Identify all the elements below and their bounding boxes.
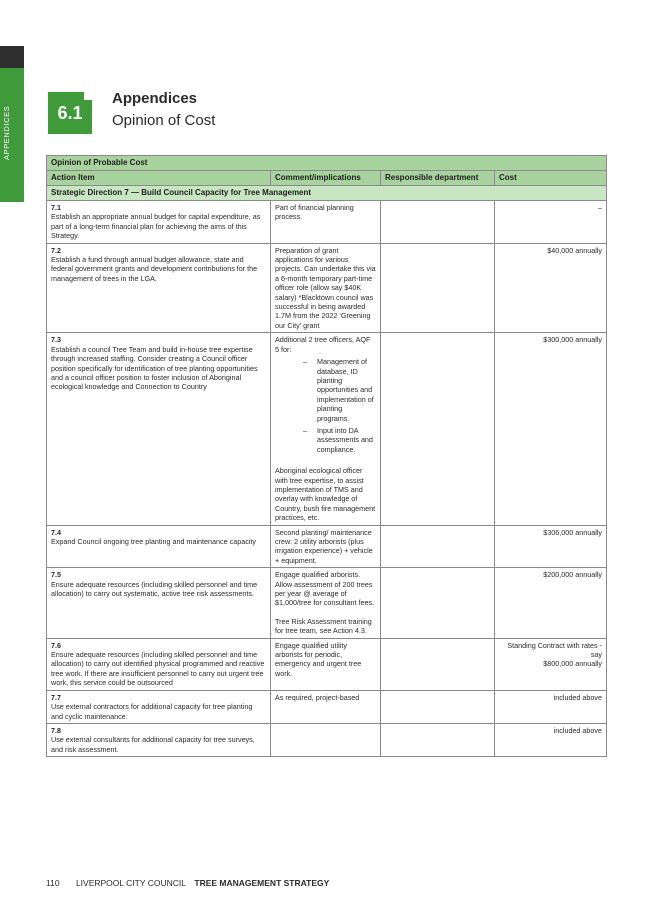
action-text: Ensure adequate resources (including skilled personnel and time allocation) to carry out systematic, active tree risk assessments. <box>51 579 258 599</box>
action-text: Establish a fund through annual budget allowance, state and federal government grants and development contributions for the management of trees in the LGA. <box>51 255 258 283</box>
cost-cell: $306,000 annually <box>495 525 607 568</box>
action-text: Expand Council ongoing tree planting and maintenance capacity <box>51 537 256 546</box>
action-cell <box>47 568 271 638</box>
column-header: Responsible department <box>381 171 495 186</box>
comment-text: Engage qualified arborists. Allow assessment of 200 trees per year @ average of $1,000/tree for consultant fees. <box>275 570 375 608</box>
comment-outro: Aboriginal ecological officer with tree expertise, to assist implementation of TMS and overlay with knowledge of Country, bush fire management practices, etc. <box>275 466 376 523</box>
cost-amount: $800,000 annually <box>543 659 603 669</box>
table-row <box>47 201 607 244</box>
column-header-row <box>47 171 607 186</box>
department-cell <box>381 723 495 756</box>
action-cell <box>47 525 271 568</box>
page-footer <box>46 878 329 888</box>
footer-council: LIVERPOOL CITY COUNCIL <box>75 878 186 888</box>
table-title: Opinion of Probable Cost <box>47 156 607 171</box>
table-row <box>47 723 607 756</box>
comment-cell <box>271 568 381 638</box>
badge-notch <box>84 92 92 100</box>
action-text: Ensure adequate resources (including skilled personnel and time allocation) to carry out identified physical programmed and reactive tree work. If there are insufficient personnel to carry out urgent tree work, this service could be outsourced <box>51 650 265 688</box>
department-cell <box>381 690 495 723</box>
column-header: Action Item <box>47 171 271 186</box>
action-number: 7.8 <box>51 725 61 735</box>
table-row <box>47 525 607 568</box>
action-text: Establish an appropriate annual budget for capital expenditure, as part of a long-term financial plan for achieving the aims of this Strategy. <box>51 212 261 241</box>
action-number: 7.6 <box>51 640 61 650</box>
action-number: 7.2 <box>51 245 61 255</box>
action-text: Establish a council Tree Team and build in-house tree expertise through increased staffing. Consider creating a Council officer position specifically for identification of tree planting opportunities and a council officer position to foster inclusion of Aboriginal ecological knowledge and Connection to Country <box>51 344 258 392</box>
comment-extra: Tree Risk Assessment training for tree team, see Action 4.3. <box>275 616 372 636</box>
department-cell <box>381 638 495 690</box>
footer-document-title: TREE MANAGEMENT STRATEGY <box>194 878 330 888</box>
cost-cell: $40,000 annually <box>495 243 607 333</box>
action-number: 7.7 <box>51 692 61 702</box>
strategic-direction: Strategic Direction 7 — Build Council Capacity for Tree Management <box>47 186 607 201</box>
comment-cell: As required, project-based <box>271 690 381 723</box>
action-cell <box>47 638 271 690</box>
department-cell <box>381 333 495 525</box>
action-cell <box>47 690 271 723</box>
department-cell <box>381 201 495 244</box>
comment-cell: Engage qualified utility arborists for periodic, emergency and urgent tree work. <box>271 638 381 690</box>
action-number: 7.3 <box>51 335 61 345</box>
action-number: 7.5 <box>51 570 61 580</box>
comment-cell: Part of financial planning process. <box>271 201 381 244</box>
cost-cell: – <box>495 201 607 244</box>
action-text: Use external contractors for additional capacity for tree planting and cyclic maintenance. <box>51 702 253 721</box>
cost-cell: included above <box>495 690 607 723</box>
comment-bullet: – Input into DA assessments and compliance. <box>303 426 376 454</box>
action-cell <box>47 333 271 525</box>
section-title: Appendices <box>112 90 198 107</box>
action-cell <box>47 243 271 333</box>
cost-cell <box>495 638 607 690</box>
comment-cell <box>271 723 381 756</box>
table-title-row <box>47 156 607 171</box>
action-cell <box>47 201 271 244</box>
column-header: Comment/implications <box>271 171 381 186</box>
cost-text: Standing Contract with rates - say <box>507 640 603 660</box>
sidebar-dark-tab <box>0 46 24 68</box>
department-cell <box>381 568 495 638</box>
strategic-direction-row <box>47 186 607 201</box>
table-row <box>47 243 607 333</box>
cost-table <box>46 155 607 757</box>
section-number-badge: 6.1 <box>48 92 92 134</box>
action-text: Use external consultants for additional capacity for tree surveys, and risk assessment. <box>51 735 255 754</box>
action-cell <box>47 723 271 756</box>
action-number: 7.4 <box>51 527 61 537</box>
action-number: 7.1 <box>51 203 61 212</box>
section-subtitle: Opinion of Cost <box>112 112 216 129</box>
cost-cell: $200,000 annually <box>495 568 607 638</box>
comment-cell: Second planting/ maintenance crew: 2 utility arborists (plus irrigation experience) + vehicle + equipment. <box>271 525 381 568</box>
table-row <box>47 638 607 690</box>
comment-intro: Additional 2 tree officers, AQF 5 for: <box>275 335 371 354</box>
department-cell <box>381 243 495 333</box>
column-header: Cost <box>495 171 607 186</box>
table-row <box>47 568 607 638</box>
comment-cell <box>271 333 381 525</box>
department-cell <box>381 525 495 568</box>
page-number: 110 <box>46 878 60 888</box>
table-row <box>47 690 607 723</box>
sidebar-label: APPENDICES <box>2 105 11 160</box>
table-row <box>47 333 607 525</box>
comment-bullet-list <box>303 357 376 454</box>
comment-cell: Preparation of grant applications for various projects. Can undertake this via a 6-month temporary part-time officer role (allow say $40K salary) *Blacktown council was successful in being awarded 1.7M from the 2022 ‘Greening our City’ grant <box>271 243 381 333</box>
cost-cell: $300,000 annually <box>495 333 607 525</box>
cost-cell: included above <box>495 723 607 756</box>
comment-bullet: – Management of database, ID planting opportunities and implementation of planting programs. <box>303 357 376 423</box>
